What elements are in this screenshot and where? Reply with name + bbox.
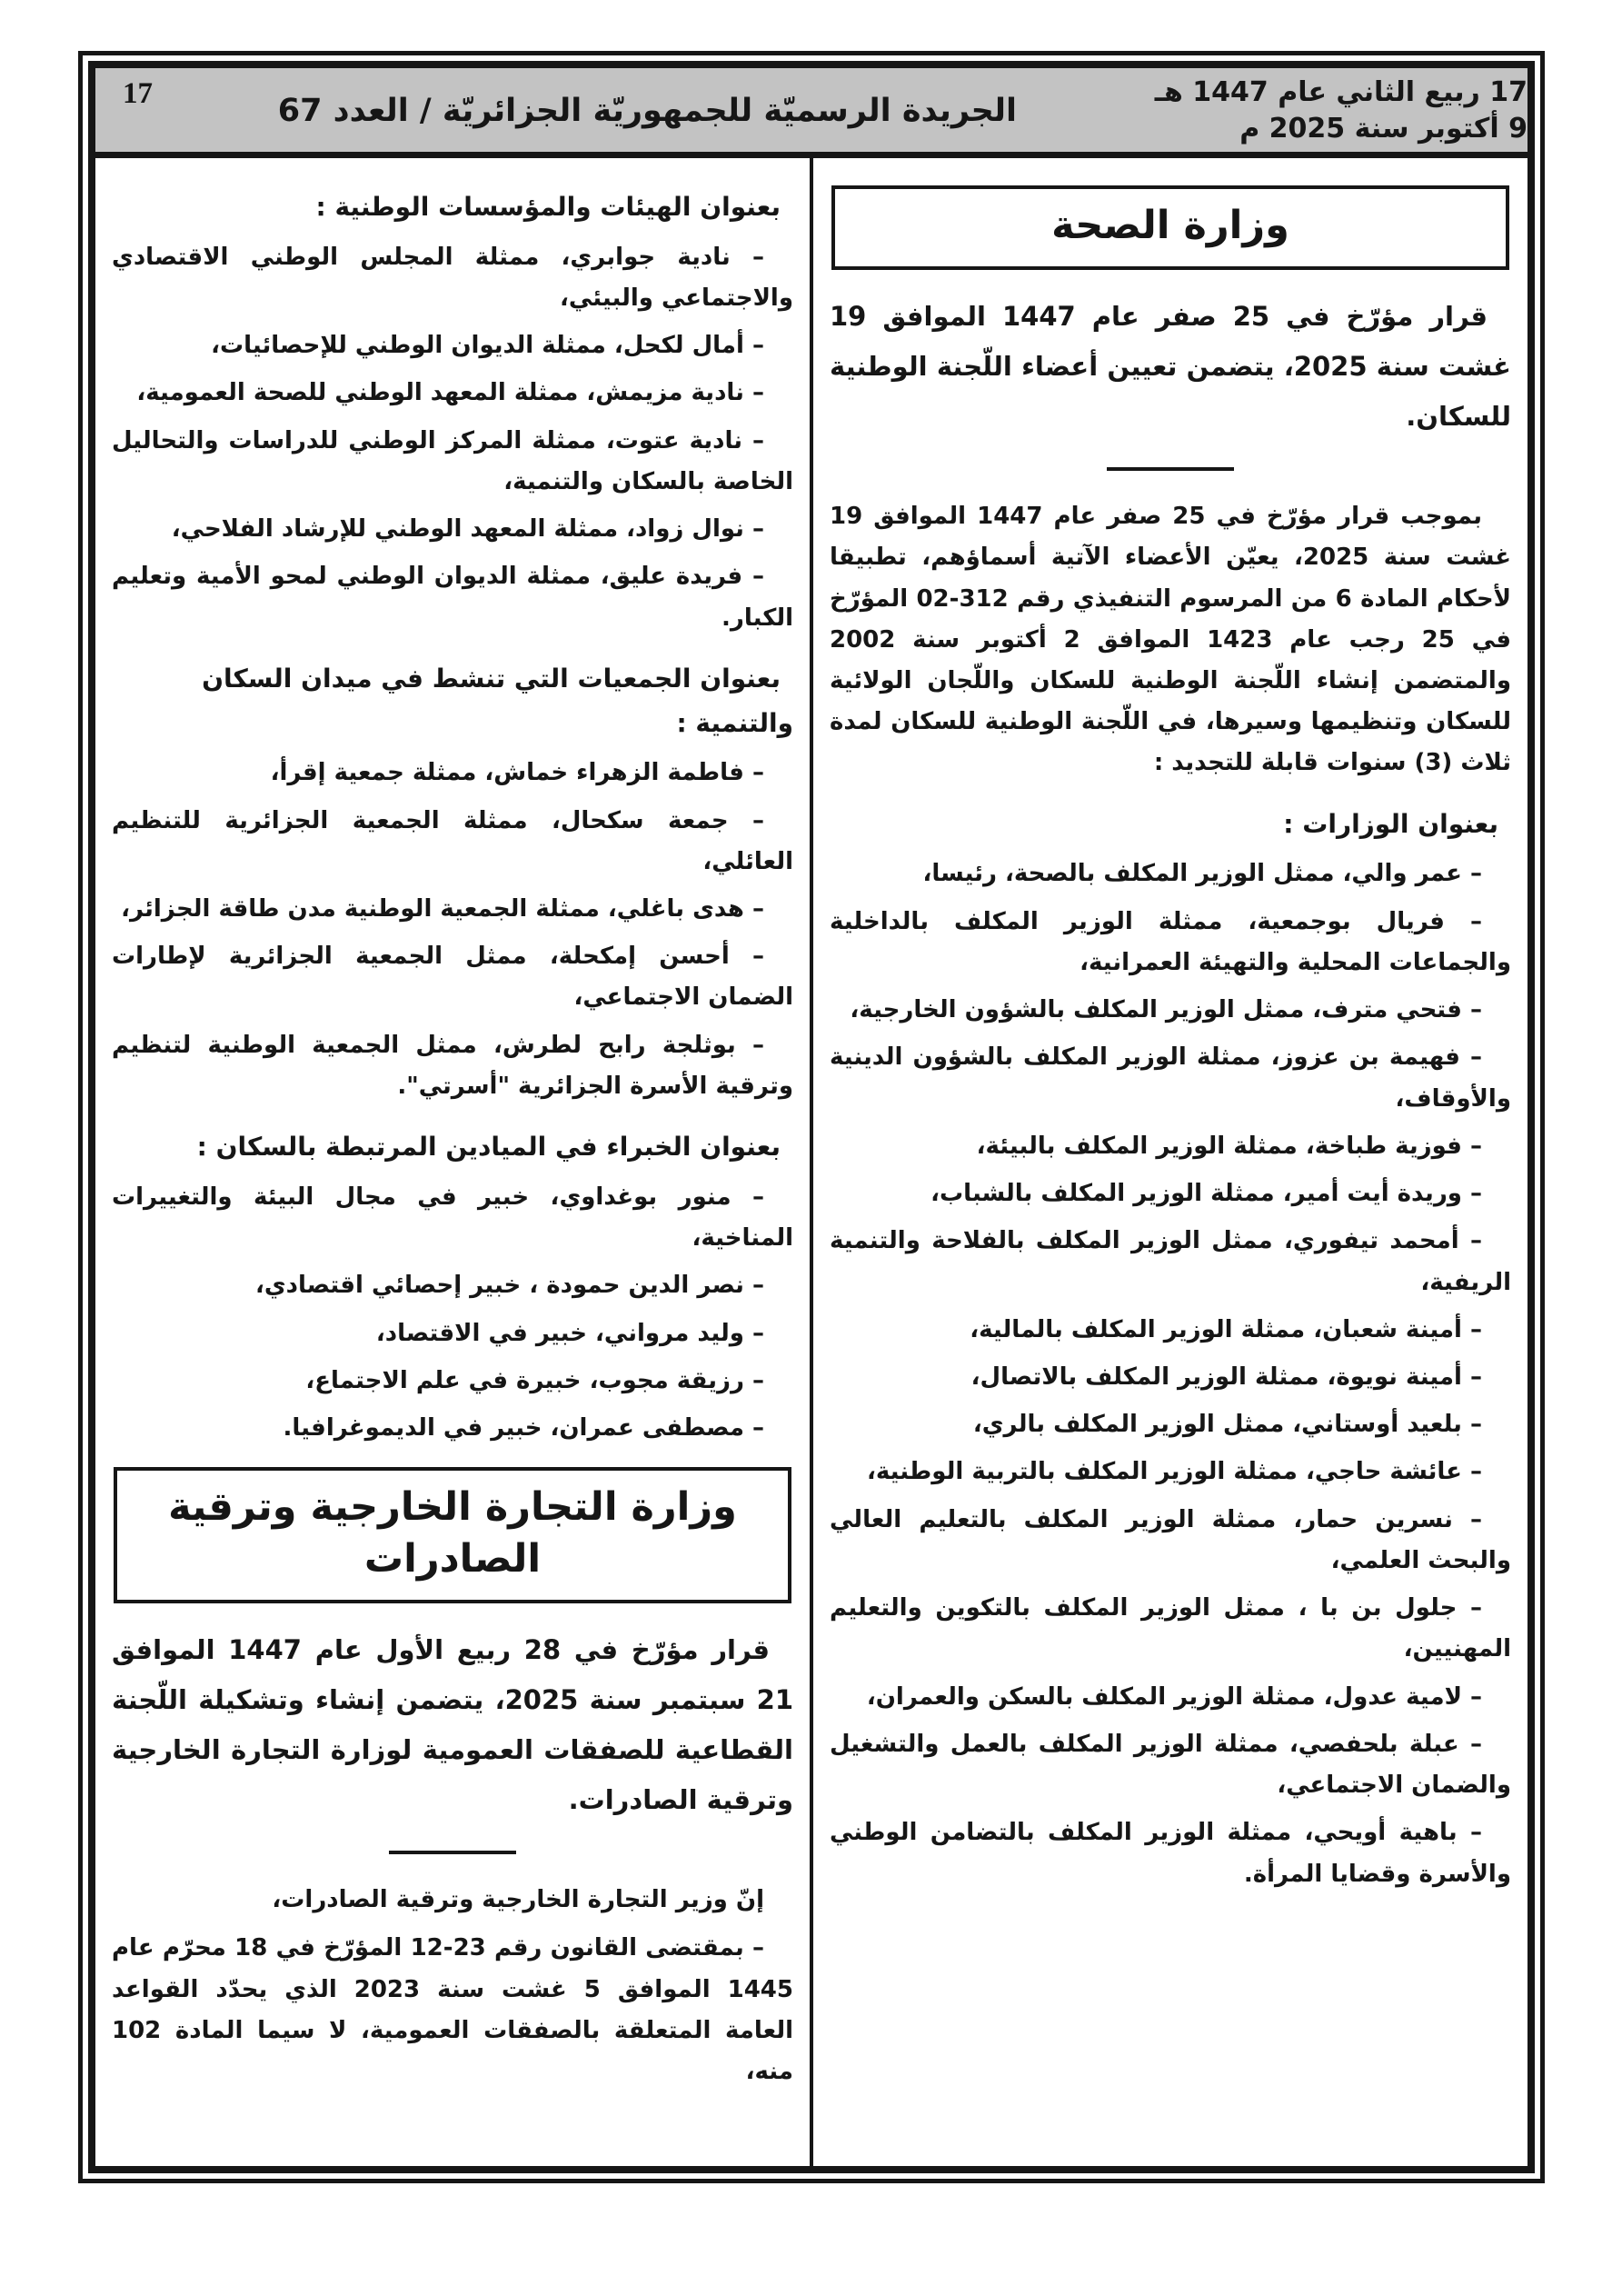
member-item: – نوال زواد، ممثلة المعهد الوطني للإرشاد الفلاحي، xyxy=(171,515,764,544)
member-item: – نادية جوابري، ممثلة المجلس الوطني الاقتصادي والاجتماعي والبيئي، xyxy=(112,243,793,312)
health-decree-intro: بموجب قرار مؤرّخ في 25 صفر عام 1447 الموافق 19 غشت سنة 2025، يعيّن الأعضاء الآتية أسماؤهم، تطبيقا لأحكام المادة 6 من المرسوم التنفيذي رقم 312-02 المؤرّخ في 25 رجب عام 1423 الموافق 2 أكتوبر سنة 2002 والمتضمن إنشاء اللّجنة الوطنية للسكان واللّجان الولائية للسكان وتنظيمها وسيرها، في اللّجنة الوطنية للسكان لمدة ثلاث (3) سنوات قابلة للتجديد : xyxy=(830,503,1512,777)
member-item: – نسرين حمار، ممثلة الوزير المكلف بالتعليم العالي والبحث العلمي، xyxy=(830,1505,1511,1574)
member-item: – فريال بوجمعية، ممثلة الوزير المكلف بالداخلية والجماعات المحلية والتهيئة العمرانية، xyxy=(830,907,1511,976)
ministries-list xyxy=(830,854,1511,1894)
member-item: – أمحمد تيفوري، ممثل الوزير المكلف بالفلاحة والتنمية الريفية، xyxy=(830,1227,1511,1296)
member-item: – وليد مرواني، خبير في الاقتصاد، xyxy=(375,1319,764,1347)
trade-decree-summary: قرار مؤرّخ في 28 ربيع الأول عام 1447 الموافق 21 سبتمبر سنة 2025، يتضمن إنشاء وتشكيلة اللّجنة القطاعية للصفقات العمومية لوزارة التجارة الخارجية وترقية الصادرات. xyxy=(112,1633,794,1816)
institutions-heading: بعنوان الهيئات والمؤسسات الوطنية : xyxy=(315,192,781,222)
member-item: – جمعة سكحال، ممثلة الجمعية الجزائرية للتنظيم العائلي، xyxy=(112,806,793,875)
member-item: – باهية أويحي، ممثلة الوزير المكلف بالتضامن الوطني والأسرة وقضايا المرأة. xyxy=(830,1819,1511,1888)
associations-list xyxy=(112,753,793,1107)
hijri-date: 17 ربيع الثاني عام 1447 هـ xyxy=(1154,76,1527,109)
member-item: – منور بوغداوي، خبير في مجال البيئة والتغييرات المناخية، xyxy=(112,1183,793,1253)
member-item: – وريدة أيت أمير، ممثلة الوزير المكلف بالشباب، xyxy=(930,1180,1482,1208)
member-item: – أمينة نويوة، ممثلة الوزير المكلف بالاتصال، xyxy=(970,1363,1482,1391)
associations-heading: بعنوان الجمعيات التي تنشط في ميدان السكان والتنمية : xyxy=(202,663,793,738)
ministries-heading: بعنوان الوزارات : xyxy=(1283,808,1498,839)
journal-title: الجريدة الرسميّة للجمهوريّة الجزائريّة / العدد 67 xyxy=(277,93,1017,129)
health-decree-summary: قرار مؤرّخ في 25 صفر عام 1447 الموافق 19 غشت سنة 2025، يتضمن تعيين أعضاء اللّجنة الوطنية للسكان. xyxy=(830,300,1511,432)
page-frame xyxy=(78,51,1545,2183)
member-item: – عائشة حاجي، ممثلة الوزير المكلف بالتربية الوطنية، xyxy=(866,1458,1482,1486)
member-item: – فهيمة بن عزوز، ممثلة الوزير المكلف بالشؤون الدينية والأوقاف، xyxy=(830,1043,1511,1113)
trade-ministry-title: وزارة التجارة الخارجية وترقية الصادرات xyxy=(168,1484,737,1582)
left-column xyxy=(95,158,810,2166)
separator-rule xyxy=(1107,467,1234,471)
experts-heading: بعنوان الخبراء في الميادين المرتبطة بالسكان : xyxy=(196,1132,781,1163)
member-item: – نادية عتوت، ممثلة المركز الوطني للدراسات والتحاليل الخاصة بالسكان والتنمية، xyxy=(112,426,793,495)
member-item: – أمال لكحل، ممثلة الديوان الوطني للإحصائيات، xyxy=(211,332,764,360)
member-item: – نصر الدين حمودة ، خبير إحصائي اقتصادي، xyxy=(254,1272,764,1300)
trade-considerations-list xyxy=(112,1928,793,2092)
member-item: – عبلة بلحفصي، ممثلة الوزير المكلف بالعمل والتشغيل والضمان الاجتماعي، xyxy=(830,1730,1511,1800)
member-item: – لامية عدول، ممثلة الوزير المكلف بالسكن والعمران، xyxy=(866,1682,1482,1711)
columns-area xyxy=(95,158,1527,2166)
trade-ministry-title-box xyxy=(114,1467,791,1603)
page-frame-inner xyxy=(88,61,1535,2173)
member-item: – بوثلجة رابح لطرش، ممثل الجمعية الوطنية لتنظيم وترقية الأسرة الجزائرية "أسرتي". xyxy=(112,1031,793,1100)
member-item: – عمر والي، ممثل الوزير المكلف بالصحة، رئيسا، xyxy=(922,860,1482,888)
experts-list xyxy=(112,1177,793,1449)
member-item: – بلعيد أوستاني، ممثل الوزير المكلف بالري، xyxy=(972,1411,1482,1439)
header-bar xyxy=(95,68,1527,158)
member-item: – نادية مزيمش، ممثلة المعهد الوطني للصحة العمومية، xyxy=(136,379,764,407)
member-item: – هدى باغلي، ممثلة الجمعية الوطنية مدن طاقة الجزائر، xyxy=(121,894,764,923)
header-dates xyxy=(1155,73,1527,146)
right-column xyxy=(813,158,1527,2166)
separator-rule xyxy=(389,1851,516,1854)
member-item: – فوزية طباخة، ممثلة الوزير المكلف بالبيئة، xyxy=(976,1132,1482,1160)
health-ministry-title: وزارة الصحة xyxy=(1051,203,1289,248)
member-item: – جلول بن با ، ممثل الوزير المكلف بالتكوين والتعليم المهنيين، xyxy=(830,1594,1511,1663)
institutions-list xyxy=(112,237,793,639)
trade-minister-intro: إنّ وزير التجارة الخارجية وترقية الصادرات، xyxy=(272,1886,764,1914)
member-item: – أحسن إمكحلة، ممثل الجمعية الجزائرية لإطارات الضمان الاجتماعي، xyxy=(112,943,793,1012)
column-divider xyxy=(810,158,813,2166)
member-item: – رزيقة مجوب، خبيرة في علم الاجتماع، xyxy=(305,1366,764,1394)
member-item: – أمينة شعبان، ممثلة الوزير المكلف بالمالية، xyxy=(970,1315,1482,1343)
member-item: – مصطفى عمران، خبير في الديموغرافيا. xyxy=(283,1414,764,1442)
member-item: – بمقتضى القانون رقم 23-12 المؤرّخ في 18 محرّم عام 1445 الموافق 5 غشت سنة 2023 الذي يحدّد القواعد العامة المتعلقة بالصفقات العمومية، لا سيما المادة 102 منه، xyxy=(112,1934,793,2086)
gregorian-date: 9 أكتوبر سنة 2025 م xyxy=(1239,113,1527,145)
health-ministry-title-box xyxy=(831,185,1509,270)
page-number: 17 xyxy=(123,77,153,110)
member-item: – فاطمة الزهراء خماش، ممثلة جمعية إقرأ، xyxy=(270,759,764,787)
member-item: – فريدة عليق، ممثلة الديوان الوطني لمحو الأمية وتعليم الكبار. xyxy=(112,563,793,632)
member-item: – فتحي مترف، ممثل الوزير المكلف بالشؤون الخارجية، xyxy=(850,996,1482,1024)
